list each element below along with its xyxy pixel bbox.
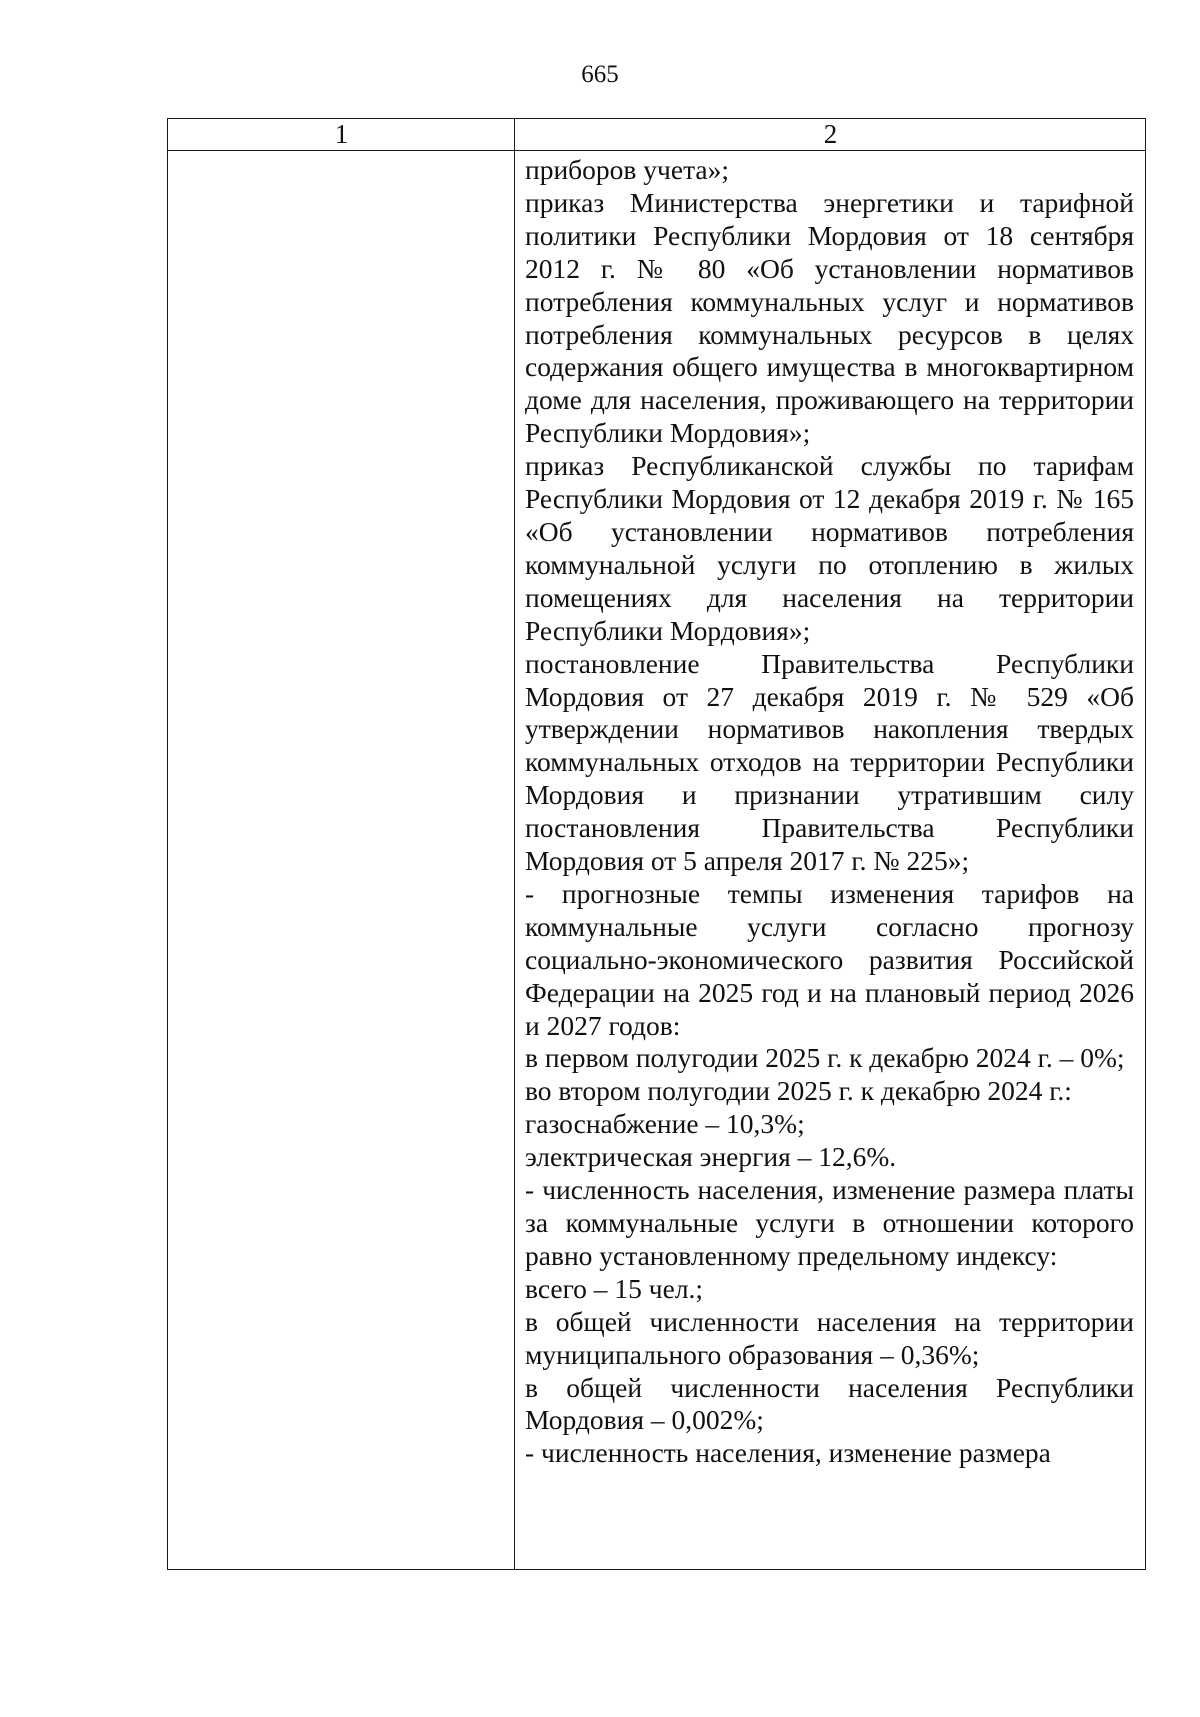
column-divider xyxy=(514,119,515,1569)
paragraph: электрическая энергия – 12,6%. xyxy=(525,1141,897,1173)
paragraph: постановление Правительства Республики Мордовия от 27 декабря 2019 г. № 529 «Об утверждении нормативов накопления твердых коммунальных отходов на территории Республики Мордовия и признании утратившим силу постановления Правительства Республики Мордовия от 5 апреля 2017 г. № 225»; xyxy=(525,647,1134,877)
paragraph: приказ Республиканской службы по тарифам Республики Мордовия от 12 декабря 2019 г. № 165 «Об установлении нормативов потребления коммунальной услуги по отоплению в жилых помещениях для населения на территории Республики Мордовия»; xyxy=(525,450,1134,646)
paragraph: - прогнозные темпы изменения тарифов на коммунальные услуги согласно прогнозу социально-экономического развития Российской Федерации на 2025 год и на плановый период 2026 и 2027 годов: xyxy=(525,877,1134,1041)
paragraph: - численность населения, изменение размера xyxy=(525,1437,1051,1469)
document-table xyxy=(167,118,1146,1570)
paragraph: приказ Министерства энергетики и тарифной политики Республики Мордовия от 18 сентября 2012 г. № 80 «Об установлении нормативов потребления коммунальных услуг и нормативов потребления коммунальных ресурсов в целях содержания общего имущества в многоквартирном доме для населения, проживающего на территории Республики Мордовия»; xyxy=(525,186,1134,449)
paragraph: во втором полугодии 2025 г. к декабрю 2024 г.: xyxy=(525,1075,1072,1107)
page-number: 665 xyxy=(581,61,619,88)
table-header-row xyxy=(168,119,1145,151)
paragraph: - численность населения, изменение размера платы за коммунальные услуги в отношении которого равно установленному предельному индексу: xyxy=(525,1174,1134,1271)
paragraph: приборов учета»; xyxy=(525,154,730,185)
paragraph: всего – 15 чел.; xyxy=(525,1272,704,1304)
paragraph: в общей численности населения на территории муниципального образования – 0,36%; xyxy=(525,1305,1134,1370)
table-cell-column-2 xyxy=(525,154,1134,1470)
paragraph: в общей численности населения Республики Мордовия – 0,002%; xyxy=(525,1371,1134,1436)
column-header-1: 1 xyxy=(334,119,349,149)
paragraph: в первом полугодии 2025 г. к декабрю 2024 г. – 0%; xyxy=(525,1042,1125,1074)
table-cell-column-1 xyxy=(168,151,514,1569)
column-header-2: 2 xyxy=(823,119,838,149)
paragraph: газоснабжение – 10,3%; xyxy=(525,1108,805,1140)
